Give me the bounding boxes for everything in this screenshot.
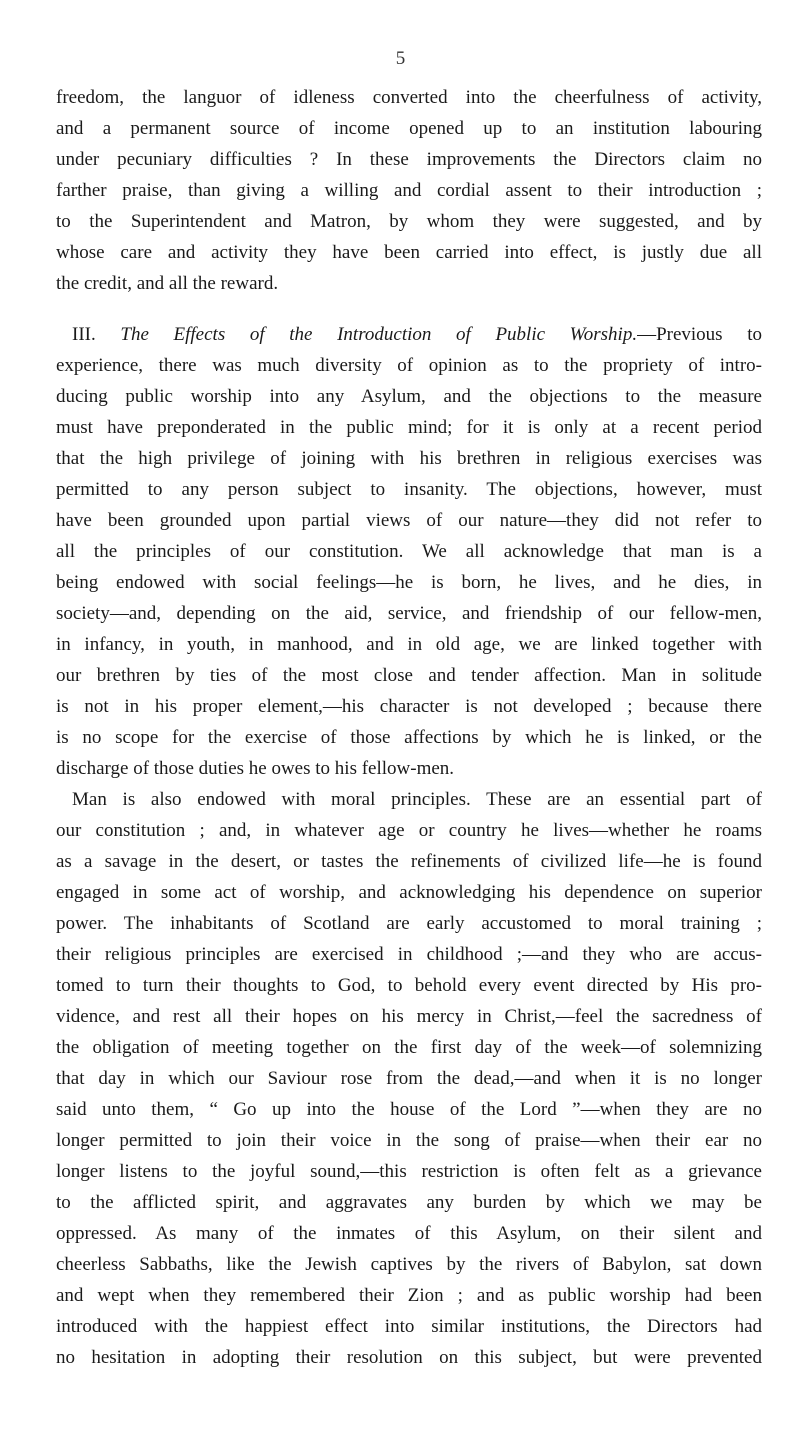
paragraph-3: [56, 784, 762, 1373]
section-3-paragraph: [56, 319, 762, 784]
text-line: have been grounded upon partial views of our nature—they did not refer to: [56, 510, 762, 531]
text-line: introduced with the happiest effect into similar institutions, the Directors had: [56, 1316, 762, 1337]
text-line: engaged in some act of worship, and acknowledging his dependence on superior: [56, 882, 762, 903]
text-line: as a savage in the desert, or tastes the refinements of civilized life—he is found: [56, 851, 762, 872]
section-heading-line: [56, 319, 762, 350]
text-line: farther praise, than giving a willing and cordial assent to their introduction ;: [56, 180, 762, 201]
text-line: to the Superintendent and Matron, by whom they were suggested, and by: [56, 211, 762, 232]
text-line: cheerless Sabbaths, like the Jewish captives by the rivers of Babylon, sat down: [56, 1254, 762, 1275]
text-line: tomed to turn their thoughts to God, to behold every event directed by His pro-: [56, 975, 762, 996]
text-line: the obligation of meeting together on the first day of the week—of solemnizing: [56, 1037, 762, 1058]
text-line: and a permanent source of income opened up to an institution labouring: [56, 118, 762, 139]
text-line: our brethren by ties of the most close and tender affection. Man in solitude: [56, 665, 762, 686]
text-line: and wept when they remembered their Zion ; and as public worship had been: [56, 1285, 762, 1306]
text-line: our constitution ; and, in whatever age or country he lives—whether he roams: [56, 820, 762, 841]
body-text: [56, 82, 762, 1373]
text-line: that the high privilege of joining with his brethren in religious exercises was: [56, 448, 762, 469]
text-line: longer listens to the joyful sound,—this restriction is often felt as a grievance: [56, 1161, 762, 1182]
text-line: society—and, depending on the aid, service, and friendship of our fellow-men,: [56, 603, 762, 624]
paragraph-1: [56, 82, 762, 299]
text-line: their religious principles are exercised in childhood ;—and they who are accus-: [56, 944, 762, 965]
text-line: freedom, the languor of idleness converted into the cheerfulness of activity,: [56, 87, 762, 108]
section-first-line-rest: —Previous to: [637, 324, 762, 345]
text-line: under pecuniary difficulties ? In these improvements the Directors claim no: [56, 149, 762, 170]
text-line: whose care and activity they have been carried into effect, is justly due all: [56, 242, 762, 263]
text-line: the credit, and all the reward.: [56, 273, 279, 294]
text-line: vidence, and rest all their hopes on his mercy in Christ,—feel the sacredness of: [56, 1006, 762, 1027]
text-line: said unto them, “ Go up into the house of the Lord ”—when they are no: [56, 1099, 762, 1120]
text-line: that day in which our Saviour rose from the dead,—and when it is no longer: [56, 1068, 762, 1089]
text-line: discharge of those duties he owes to his fellow-men.: [56, 758, 455, 779]
section-title: The Effects of the Introduction of Public Worship.: [120, 324, 638, 345]
section-number: III.: [72, 324, 96, 345]
text-line: permitted to any person subject to insanity. The objections, however, must: [56, 479, 762, 500]
text-line: in infancy, in youth, in manhood, and in old age, we are linked together with: [56, 634, 762, 655]
page-number: 5: [395, 48, 406, 69]
text-line: must have preponderated in the public mind; for it is only at a recent period: [56, 417, 762, 438]
text-line: Man is also endowed with moral principles. These are an essential part of: [72, 789, 762, 810]
text-line: oppressed. As many of the inmates of this Asylum, on their silent and: [56, 1223, 762, 1244]
text-line: experience, there was much diversity of opinion as to the propriety of intro-: [56, 355, 762, 376]
text-line: is no scope for the exercise of those affections by which he is linked, or the: [56, 727, 762, 748]
text-line: to the afflicted spirit, and aggravates any burden by which we may be: [56, 1192, 762, 1213]
text-line: being endowed with social feelings—he is born, he lives, and he dies, in: [56, 572, 762, 593]
text-line: is not in his proper element,—his character is not developed ; because there: [56, 696, 762, 717]
text-line: ducing public worship into any Asylum, and the objections to the measure: [56, 386, 762, 407]
text-line: power. The inhabitants of Scotland are early accustomed to moral training ;: [56, 913, 762, 934]
text-line: all the principles of our constitution. We all acknowledge that man is a: [56, 541, 762, 562]
text-line: no hesitation in adopting their resolution on this subject, but were prevented: [56, 1347, 762, 1368]
text-line: longer permitted to join their voice in the song of praise—when their ear no: [56, 1130, 762, 1151]
